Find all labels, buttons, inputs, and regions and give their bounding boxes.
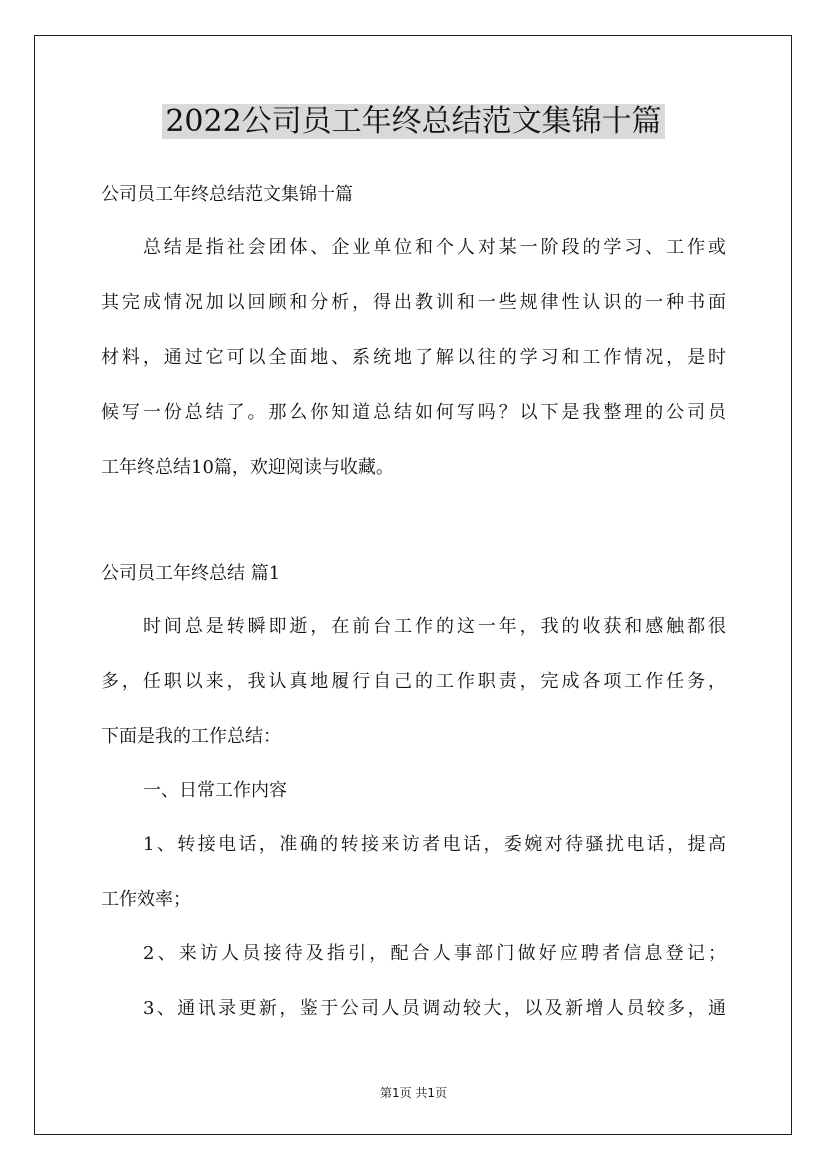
document-subtitle: 公司员工年终总结范文集锦十篇: [101, 184, 353, 205]
section-intro-line: 时间总是转瞬即逝，在前台工作的这一年，我的收获和感触都很: [143, 616, 726, 637]
section-heading: 公司员工年终总结 篇1: [101, 563, 281, 584]
section-intro-line: 多，任职以来，我认真地履行自己的工作职责，完成各项工作任务，: [101, 671, 726, 692]
document-title-text: 2022公司员工年终总结范文集锦十篇: [162, 104, 664, 139]
list-item-line: 工作效率；: [101, 889, 191, 910]
list-item: 3、通讯录更新，鉴于公司人员调动较大，以及新增人员较多，通: [143, 998, 726, 1019]
intro-line: 材料，通过它可以全面地、系统地了解以往的学习和工作情况，是时: [101, 347, 726, 368]
intro-line: 工年终总结10篇，欢迎阅读与收藏。: [101, 457, 394, 478]
section-intro-line: 下面是我的工作总结：: [101, 726, 281, 747]
intro-line: 候写一份总结了。那么你知道总结如何写吗？以下是我整理的公司员: [101, 402, 726, 423]
list-item-line: 1、转接电话，准确的转接来访者电话，委婉对待骚扰电话，提高: [143, 834, 726, 855]
document-title: [0, 100, 827, 144]
sub-heading: 一、日常工作内容: [143, 780, 287, 801]
intro-line: 其完成情况加以回顾和分析，得出教训和一些规律性认识的一种书面: [101, 292, 726, 313]
intro-line: 总结是指社会团体、企业单位和个人对某一阶段的学习、工作或: [143, 237, 726, 258]
page-footer: 第1页 共1页: [379, 1086, 448, 1100]
list-item: 2、来访人员接待及指引，配合人事部门做好应聘者信息登记；: [143, 943, 726, 964]
